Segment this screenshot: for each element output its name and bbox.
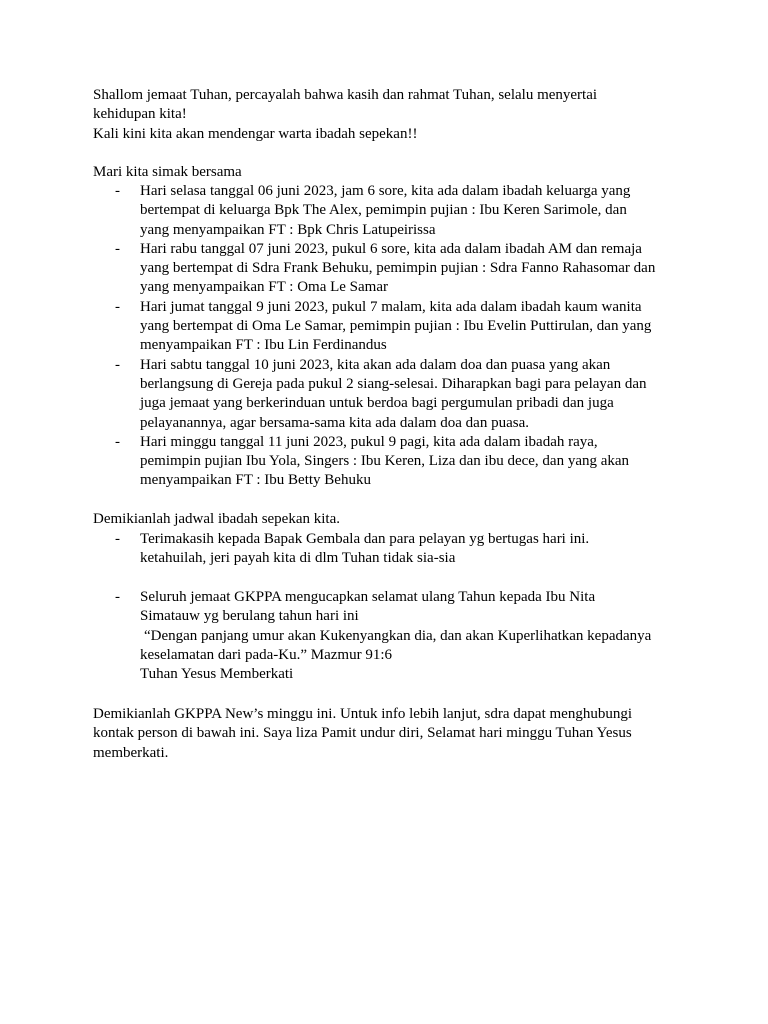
announcement-item-thanks [93,530,693,569]
scripture-quote-line: keselamatan dari pada-Ku.” Mazmur 91:6 [140,646,392,663]
list-item-line: Hari minggu tanggal 11 juni 2023, pukul 9 pagi, kita ada dalam ibadah raya, [140,433,598,450]
list-item-line: Hari jumat tanggal 9 juni 2023, pukul 7 malam, kita ada dalam ibadah kaum wanita [140,298,642,315]
list-item-line: menyampaikan FT : Ibu Betty Behuku [140,472,371,489]
list-item-line: Simatauw yg berulang tahun hari ini [140,608,359,625]
intro-line: kehidupan kita! [93,106,187,123]
blessing-line: Tuhan Yesus Memberkati [140,666,294,683]
schedule-list [93,182,693,491]
list-item-line: menyampaikan FT : Ibu Lin Ferdinandus [140,337,387,354]
list-item-line: Hari rabu tanggal 07 juni 2023, pukul 6 sore, kita ada dalam ibadah AM dan remaja [140,240,642,257]
list-item-line: Seluruh jemaat GKPPA mengucapkan selamat ulang Tahun kepada Ibu Nita [140,589,596,605]
list-item-line: yang menyampaikan FT : Bpk Chris Latupeirissa [140,221,436,238]
announcement-item-birthday [93,588,693,684]
list-item-line: berlangsung di Gereja pada pukul 2 siang-selesai. Diharapkan bagi para pelayan dan [140,375,647,392]
closing-paragraph [93,705,693,763]
announcements-list-thanks [93,530,693,569]
list-bullet: - [115,356,120,373]
announcements-heading [93,510,683,529]
intro-line: Shallom jemaat Tuhan, percayalah bahwa kasih dan rahmat Tuhan, selalu menyertai [93,87,598,103]
list-item-line: ketahuilah, jeri payah kita di dlm Tuhan tidak sia-sia [140,550,456,567]
list-item-line: yang bertempat di Sdra Frank Behuku, pemimpin pujian : Sdra Fanno Rahasomar dan [140,260,656,277]
list-bullet: - [115,531,120,547]
list-item-line: bertempat di keluarga Bpk The Alex, pemimpin pujian : Ibu Keren Sarimole, dan [140,202,627,219]
scripture-quote-line: “Dengan panjang umur akan Kukenyangkan dia, dan akan Kuperlihatkan kepadanya [144,627,652,644]
list-item-line: yang menyampaikan FT : Oma Le Samar [140,279,388,296]
closing-line: Demikianlah GKPPA New’s minggu ini. Untuk info lebih lanjut, sdra dapat menghubungi [93,706,632,722]
list-bullet: - [115,298,120,315]
list-item-line: yang bertempat di Oma Le Samar, pemimpin pujian : Ibu Evelin Puttirulan, dan yang [140,318,652,335]
list-item-line: Hari sabtu tanggal 10 juni 2023, kita akan ada dalam doa dan puasa yang akan [140,356,611,373]
intro-line: Kali kini kita akan mendengar warta ibadah sepekan!! [93,125,418,142]
schedule-item-sunday [93,433,693,491]
closing-line: kontak person di bawah ini. Saya liza Pamit undur diri, Selamat hari minggu Tuhan Yesus [93,725,632,742]
schedule-item-friday [93,298,693,356]
schedule-heading [93,163,683,182]
list-item-line: pemimpin pujian Ibu Yola, Singers : Ibu Keren, Liza dan ibu dece, dan yang akan [140,453,630,470]
list-item-line: Terimakasih kepada Bapak Gembala dan para pelayan yg bertugas hari ini. [140,531,590,547]
schedule-item-wednesday [93,240,693,298]
intro-paragraph [93,86,683,144]
list-item-line: pelayanannya, agar bersama-sama kita ada dalam doa dan puasa. [140,414,529,431]
announcements-list-birthday [93,588,693,684]
list-bullet: - [115,433,120,450]
announcements-heading-text: Demikianlah jadwal ibadah sepekan kita. [93,511,340,527]
schedule-item-tuesday [93,182,693,240]
list-bullet: - [115,589,120,605]
list-bullet: - [115,183,120,199]
schedule-item-saturday [93,356,693,433]
schedule-heading-text: Mari kita simak bersama [93,164,242,180]
closing-line: memberkati. [93,744,169,761]
list-item-line: Hari selasa tanggal 06 juni 2023, jam 6 sore, kita ada dalam ibadah keluarga yang [140,183,631,199]
list-bullet: - [115,240,120,257]
list-item-line: juga jemaat yang berkerinduan untuk berdoa bagi pergumulan pribadi dan juga [140,395,614,412]
